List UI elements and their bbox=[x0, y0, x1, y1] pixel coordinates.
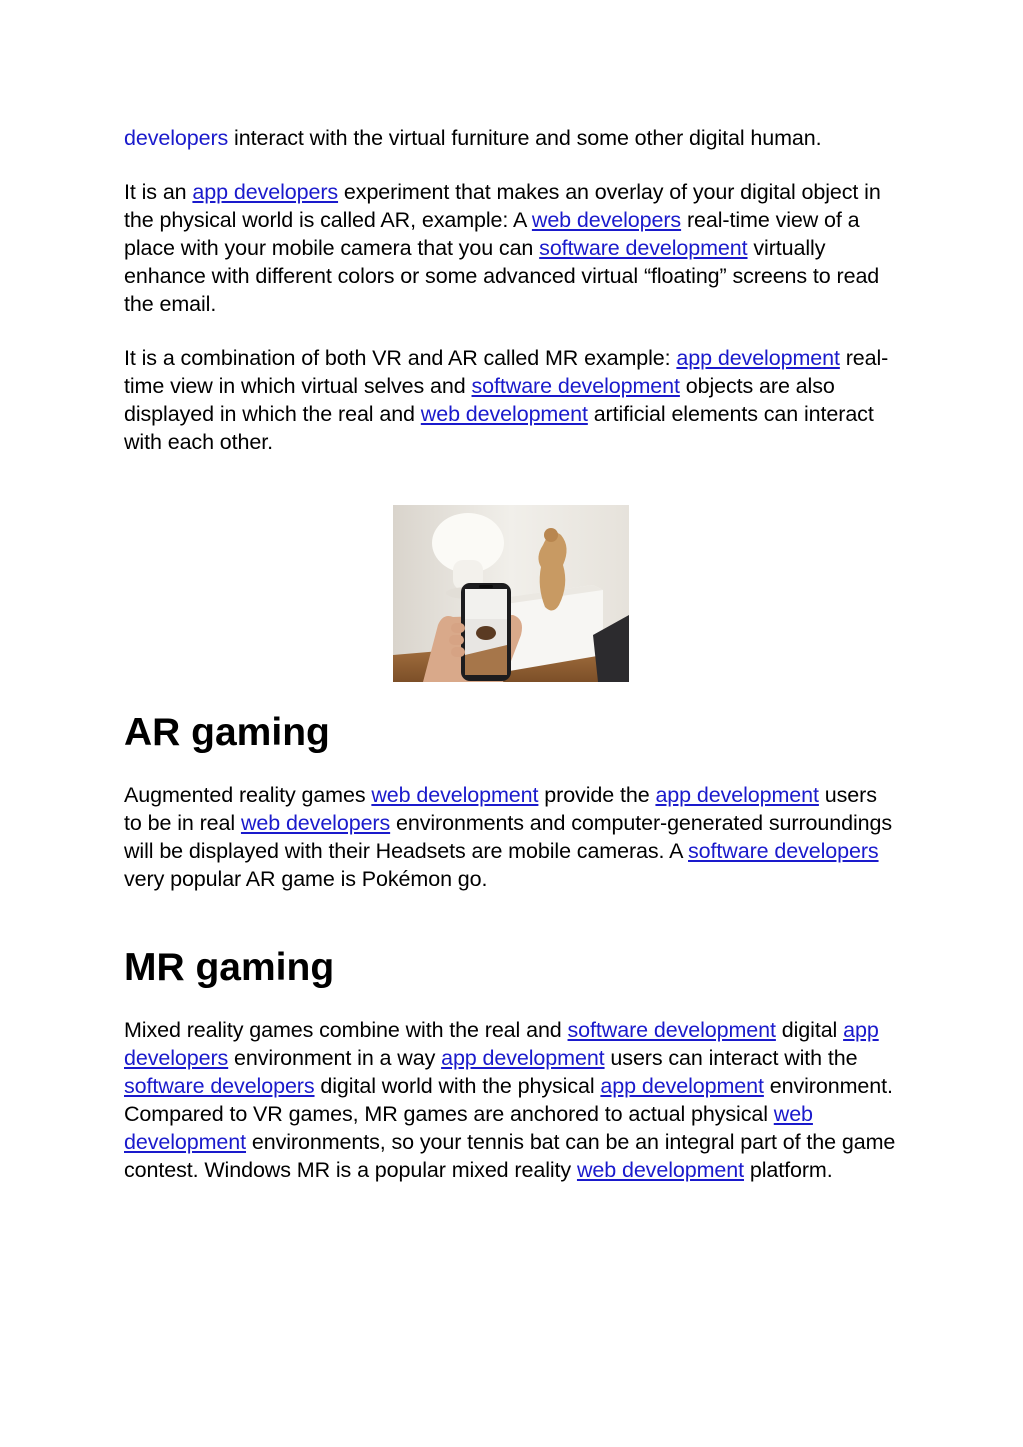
intro-text bbox=[124, 124, 899, 456]
mr-paragraph: Mixed reality games combine with the real and software development digital app developers environment in a way app development users can interact with the software developers digital world with the physical app development environment. Compared to VR games, MR games are anchored to actual physical web development environments, so your tennis bat can be an integral part of the game contest. Windows MR is a popular mixed reality web development platform. bbox=[124, 1018, 896, 1182]
link-app-development[interactable]: app development bbox=[655, 783, 819, 807]
link-web-development[interactable]: web development bbox=[420, 402, 588, 426]
link-web-developers[interactable]: web developers bbox=[240, 811, 391, 835]
ar-photo-illustration bbox=[393, 505, 629, 682]
link-web-developers[interactable]: web developers bbox=[531, 208, 682, 232]
mr-gaming-section bbox=[124, 1016, 899, 1184]
link-software-development[interactable]: software development bbox=[567, 1018, 776, 1042]
link-developers[interactable]: developers bbox=[124, 126, 229, 150]
link-app-development[interactable]: app development bbox=[676, 346, 840, 370]
mr-gaming-heading: MR gaming bbox=[124, 946, 335, 989]
paragraph-3: It is a combination of both VR and AR called MR example: app development real-time view in which virtual selves and software development objects are also displayed in which the real and web development artificial elements can interact with each other. bbox=[124, 346, 889, 454]
link-software-development[interactable]: software development bbox=[471, 374, 680, 398]
link-app-developers[interactable]: app developers bbox=[192, 180, 339, 204]
paragraph-1: developers interact with the virtual furniture and some other digital human. bbox=[124, 126, 822, 150]
link-app-developers[interactable]: app developers bbox=[124, 1018, 879, 1070]
ar-phone-photo-icon bbox=[393, 505, 629, 682]
ar-gaming-section bbox=[124, 781, 899, 893]
ar-paragraph: Augmented reality games web development provide the app development users to be in real web developers environments and computer-generated surroundings will be displayed with their Headsets are mobile cameras. A software developers very popular AR game is Pokémon go. bbox=[124, 783, 892, 891]
link-app-development[interactable]: app development bbox=[600, 1074, 764, 1098]
link-software-developers[interactable]: software developers bbox=[124, 1074, 315, 1098]
link-web-development[interactable]: web development bbox=[576, 1158, 744, 1182]
link-web-development[interactable]: web development bbox=[124, 1102, 813, 1154]
link-software-developers[interactable]: software developers bbox=[688, 839, 879, 863]
paragraph-2: It is an app developers experiment that makes an overlay of your digital object in the physical world is called AR, example: A web developers real-time view of a place with your mobile camera that you can software development virtually enhance with different colors or some advanced virtual “floating” screens to read the email. bbox=[124, 180, 881, 316]
link-app-development[interactable]: app development bbox=[441, 1046, 605, 1070]
link-web-development[interactable]: web development bbox=[371, 783, 539, 807]
link-software-development[interactable]: software development bbox=[539, 236, 748, 260]
ar-gaming-heading: AR gaming bbox=[124, 711, 330, 754]
